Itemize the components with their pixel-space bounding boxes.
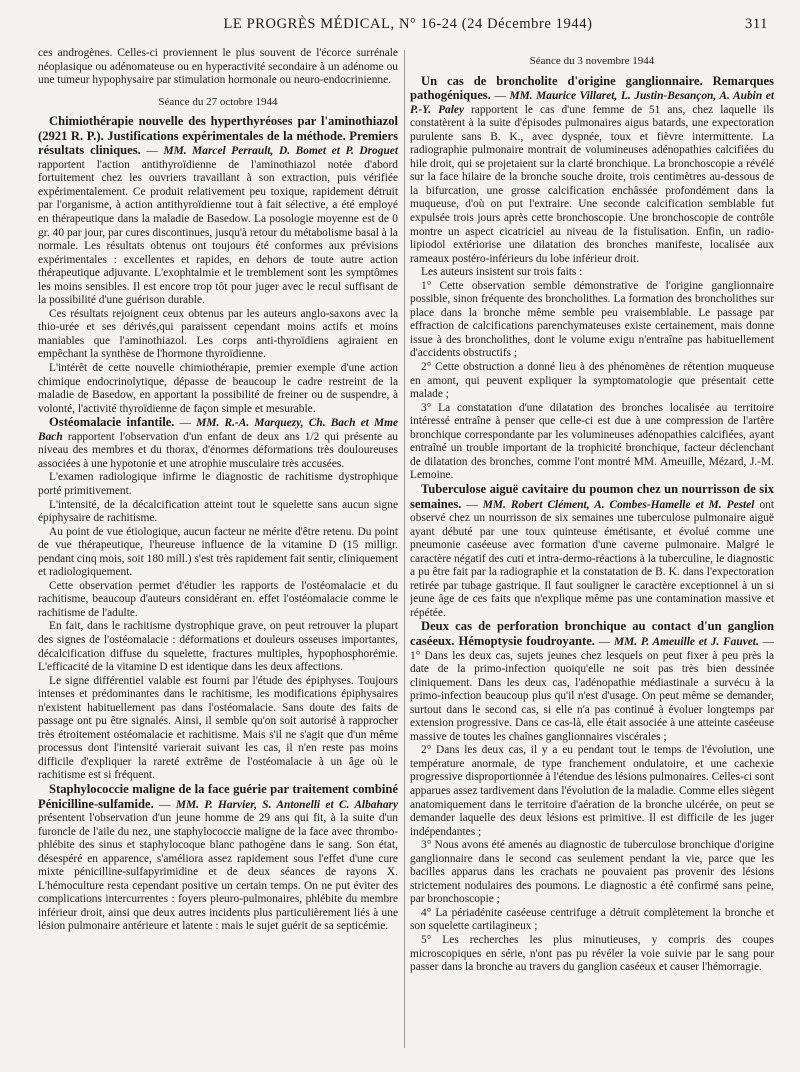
paragraph: 3° La constatation d'une dilatation des bronches localisée au territoire intéressé entraîne à penser que celle-ci est due à une compression de l'artère bronchique correspondante par les volumineuses adénopathies calcifiées, ayant entraîné un trouble important de la trophicité bronchique, facteur déclenchant de dilatation des bronches, comme l'ont montré MM. Ameuille, Mézard, J.-M. Lemoine. <box>410 401 774 482</box>
paragraph: 4° La périadénite caséeuse centrifuge a détruit complètement la bronche et son squelette cartilagineux ; <box>410 906 774 933</box>
article-body: rapportent l'observation d'un enfant de deux ans 1/2 qui présente au niveau des membres et du thorax, d'énormes déformations très douloureuses associées à une hypotonie et une atrophie musculaire très accusées. <box>38 430 398 470</box>
article-title: Deux cas de perforation bronchique au contact d'un ganglion caséeux. Hémoptysie foudroyante. <box>410 619 774 648</box>
article-body: rapportent l'action antithyroïdienne de l'aminothiazol notée d'abord fortuitement chez les ouvriers travaillant à son extraction, puis vérifiée expérimentalement. Ce produit relativement peu toxique, rapidement détruit par l'organisme, à action antithyroïdienne tout à fait sélective, a été employé en thérapeutique dans la maladie de Basedow. La posologie moyenne est de 0 gr. 40 par jour, par cures discontinues, jusqu'à retour du métabolisme basal à la normale. Les résultats obtenus ont toujours été conformes aux prévisions expérimentales : excellentes et rapides, en dehors de toute autre action thérapeutique adjuvante. L'exophtalmie et le tremblement sont les symptômes les moins sensibles. Il est encore trop tôt pour juger avec le recul suffisant de la possibilité d'une guérison durable. <box>38 158 398 307</box>
article-body: présentent l'observation d'un jeune homme de 29 ans qui fit, à la suite d'un furoncle de l'aile du nez, une staphylococcie maligne de la face avec thrombo-phlébite des sinus et staphylocoque blanc pathogène dans le sang. Son état, désespéré en apparence, s'améliora assez rapidement sous l'effet d'une cure mixte pénicilline-sulfapyrimidine et de deux séances de rayons X. L'hémoculture resta cependant positive un certain temps. On ne put éviter des complications intercurrentes : foyers pleuro-pulmonaires, phlébite du membre inférieur droit, ainsi que deux autres incidents plus particulièrement liés à une lésion pulmonaire antérieure et latente : mais le sujet guérit de sa septicémie. <box>38 812 398 933</box>
paragraph: Le signe différentiel valable est fourni par l'étude des épiphyses. Toujours intenses et prédominantes dans le rachitisme, les modifications épiphysaires n'existent habituellement pas dans l'ostéomalacie. Sans doute des faits de passage ont pu être signalés. Ainsi, il semble qu'on soit autorisé à rapprocher très étroitement ostéomalacie et rachitisme. Mais s'il ne s'agit que d'un même processus dont l'intensité varierait suivant les cas, il n'en reste pas moins difficile d'expliquer la rareté extrême de l'ostéomalacie à un âge où le rachitisme est si fréquent. <box>38 674 398 782</box>
article-authors: MM. Marcel Perrault, D. Bomet et P. Droguet <box>163 145 398 158</box>
article-perforation-bronchique: Deux cas de perforation bronchique au contact d'un ganglion caséeux. Hémoptysie foudroyante. — MM. P. Ameuille et J. Fauvet. — 1° Dans les deux cas, sujets jeunes chez lesquels on peut fixer à peu près la date de la primo-infection quoiqu'elle ne soit pas très bien dessinée cliniquement. Dans les deux cas, l'adénopathie médiastinale a survécu à la primo-infection beaucoup plus qu'il n'est d'usage. On peut même se demander, surtout dans le second cas, si elle n'a pas continué à évoluer longtemps par extension progressive. Dans ce cas-là, elle était associée à une atteinte caséeuse massive de toutes les chaînes ganglionnaires viscérales ; <box>410 619 774 743</box>
article-title: Chimiothérapie nouvelle des hyperthyréoses par l'aminothiazol (2921 R. P.). Justifications expérimentales de la méthode. Premiers résultats cliniques. <box>38 114 398 158</box>
left-column <box>38 47 398 1056</box>
article-title: Un cas de broncholite d'origine ganglionnaire. Remarques pathogéniques. <box>410 73 774 103</box>
right-column <box>410 47 774 1056</box>
paragraph: Cette observation permet d'étudier les rapports de l'ostéomalacie et du rachitisme, beaucoup d'auteurs considérant en. effet l'ostéomalacie comme le rachitisme de l'adulte. <box>38 579 398 619</box>
paragraph: Ces résultats rejoignent ceux obtenus par les auteurs anglo-saxons avec la thio-urée et ses dérivés,qui paraissent cependant moins actifs et moins maniables que l'aminothiazol. Les corps anti-thyroïdiens agiraient en empêchant la synthèse de l'hormone thyroïdienne. <box>38 307 398 361</box>
article-tuberculose: Tuberculose aiguë cavitaire du poumon chez un nourrisson de six semaines. — MM. Robert Clément, A. Combes-Hamelle et M. Pestel ont observé chez un nourrisson de six semaines une tuberculose pulmonaire aiguë ayant débuté par une toux quinteuse émétisante, et évolué comme une pneumonie caséeuse avec formation d'une caverne pulmonaire. Malgré le caractère négatif des cuti et intra-dermo-réactions à la tuberculine, le diagnostic a pu être fait par la radiographie et la constatation de B. K. dans l'expectoration retirée par tubage gastrique. Il faut souligner le caractère exceptionnel à un si jeune âge de ces faits que n'explique même pas une contamination massive et répétée. <box>410 481 774 619</box>
paragraph: 2° Dans les deux cas, il y a eu pendant tout le temps de l'évolution, une température anormale, de type franchement ondulatoire, et une cachexie progressive disproportionnée à l'étendue des lésions pulmonaires. Celles-ci sont apparues assez tardivement dans l'évolution de la maladie. Comme elles siègent anatomiquement dans le territoire d'aération de la bronche ulcérée, on peut se demander laquelle des deux lésions est primitive. Il est difficile de les juger indépendantes ; <box>410 744 774 838</box>
article-authors: MM. P. Harvier, S. Antonelli et C. Albahary <box>175 798 398 811</box>
article-authors: MM. P. Ameuille et J. Fauvet. <box>613 635 759 648</box>
paragraph: Au point de vue étiologique, aucun facteur ne mérite d'être retenu. Du point de vue thérapeutique, l'heureuse influence de la vitamine D (15 milligr. pendant cinq mois, soit 180 mill.) s'est très rapidement fait sentir, cliniquement et radiologiquement. <box>38 525 398 579</box>
article-staphylococcie: Staphylococcie maligne de la face guérie par traitement combiné Pénicilline-sulfamide. — MM. P. Harvier, S. Antonelli et C. Albahary présentent l'observation d'un jeune homme de 29 ans qui fit, à la suite d'un furoncle de l'aile du nez, une staphylococcie maligne de la face avec thrombo-phlébite des sinus et staphylocoque blanc pathogène dans le sang. Son état, désespéré en apparence, s'améliora assez rapidement sous l'effet d'une cure mixte pénicilline-sulfapyrimidine et de deux séances de rayons X. L'hémoculture resta cependant positive un certain temps. On ne put éviter des complications intercurrentes : foyers pleuro-pulmonaires, phlébite du membre inférieur droit, ainsi que deux autres incidents plus particulièrement liés à une lésion pulmonaire antérieure et latente : mais le sujet guérit de sa septicémie. <box>38 781 398 933</box>
running-header <box>44 16 772 36</box>
session-date: Séance du 27 octobre 1944 <box>158 95 278 108</box>
page-number: 311 <box>744 16 768 32</box>
article-authors: MM. R.-A. Marquezy, Ch. Bach et Mme Bach <box>38 417 398 443</box>
article-osteomalacie: Ostéomalacie infantile. — MM. R.-A. Marquezy, Ch. Bach et Mme Bach rapportent l'observation d'un enfant de deux ans 1/2 qui présente au niveau des membres et du thorax, d'énormes déformations très douloureuses associées à une hypotonie et une atrophie musculaire très accusées. <box>38 415 398 470</box>
article-title: Ostéomalacie infantile. <box>49 415 175 430</box>
paragraph: 1° Cette observation semble démonstrative de l'origine ganglionnaire possible, sinon fréquente des broncholithes. La formation des broncholithes sur place dans la bronche même semble peu vraisemblable. Le passage par effraction de calcifications parenchymateuses existe certainement, mais donne issue à des broncholithes, dont le volume exigu n'entraîne pas habituellement d'accidents obstructifs ; <box>410 279 774 360</box>
article-authors: MM. Maurice Villaret, L. Justin-Besançon, A. Aubin et P.-Y. Paley <box>410 90 774 116</box>
article-body: ont observé chez un nourrisson de six semaines une tuberculose pulmonaire aiguë ayant débuté par une toux quinteuse émétisante, et évolué comme une pneumonie caséeuse avec formation d'une caverne pulmonaire. Malgré le caractère négatif des cuti et intra-dermo-réactions à la tuberculine, le diagnostic a pu être fait par la radiographie et la constatation de B. K. dans l'expectoration retirée par tubage gastrique. Il faut souligner le caractère exceptionnel à un si jeune âge de ces faits que n'explique même pas une contamination massive et répétée. <box>410 498 774 619</box>
column-divider <box>404 50 405 1048</box>
article-broncholite: Un cas de broncholite d'origine ganglionnaire. Remarques pathogéniques. — MM. Maurice Villaret, L. Justin-Besançon, A. Aubin et P.-Y. Paley rapportent le cas d'une femme de 51 ans, chez laquelle ils constatèrent à la suite d'épisodes pulmonaires aigus batards, une expectoration purulente sans B. K., avec dyspnée, toux et fièvre intermittente. La radiographie pulmonaire montrait de volumineuses adénopathies calcifiées du hile droit, qui se projetaient sur la clarté bronchique. La bronchoscopie a révélé sur la face hilaire de la bronche souche droite, trois centimètres au-dessous de la bifurcation, une grosse calcification enchâssée profondément dans la muqueuse, d'où on put l'extraire. Une seconde calcification semblable fut expulsée trois jours après cette bronchoscopie. Une bronchoscopie de contrôle montre un aspect cicatriciel au niveau de la fistulisation. Enfin, un radio-lipiodol extériorise une dilatation des bronches manifeste, localisée aux rameaux postéro-inférieurs du lobe inférieur droit. <box>410 73 774 265</box>
paragraph: ces androgènes. Celles-ci proviennent le plus souvent de l'écorce surrénale néoplasique ou adénomateuse ou en hyperactivité secondaire à un adénome ou une tumeur hypophysaire par stimulation hormonale ou neuro-endocrinienne. <box>38 47 398 87</box>
paragraph: L'intérêt de cette nouvelle chimiothérapie, premier exemple d'une action chimique endocrinolytique, dépasse de beaucoup le cadre restreint de la maladie de Basedow, en apportant la possibilité de freiner ou de suspendre, à volonté, l'activité thyroïdienne de façon simple et mesurable. <box>38 362 398 415</box>
journal-title: LE PROGRÈS MÉDICAL, N° 16-24 (24 Décembre 1944) <box>223 16 593 32</box>
paragraph: 3° Nous avons été amenés au diagnostic de tuberculose bronchique d'origine ganglionnaire dans le second cas seulement pendant la vie, parce que les bacilles apparus dans les crachats ne pouvaient pas provenir des lésions strictement nodulaires des poumons. Le diagnostic a été confirmé sans peine, par bronchoscopie ; <box>410 839 774 906</box>
article-title: Staphylococcie maligne de la face guérie par traitement combiné Pénicilline-sulfamide. <box>38 781 398 811</box>
paragraph: Les auteurs insistent sur trois faits : <box>421 266 583 279</box>
article-body: — 1° Dans les deux cas, sujets jeunes chez lesquels on peut fixer à peu près la date de la primo-infection quoiqu'elle ne soit pas très bien dessinée cliniquement. Dans les deux cas, l'adénopathie médiastinale a survécu à la primo-infection beaucoup plus qu'il n'est d'usage. On peut même se demander, surtout dans le second cas, si elle n'a pas continué à évoluer longtemps par extension progressive. Dans ce cas-là, elle était associée à une atteinte caséeuse massive de toutes les chaînes ganglionnaires viscérales ; <box>410 635 774 743</box>
session-date: Séance du 3 novembre 1944 <box>529 55 655 67</box>
paragraph: 2° Cette obstruction a donné lieu à des phénomènes de rétention muqueuse en amont, qui peuvent expliquer la symptomatologie que présentait cette malade ; <box>410 361 774 401</box>
paragraph: En fait, dans le rachitisme dystrophique grave, on peut retrouver la plupart des signes de l'ostéomalacie : déformations et douleurs osseuses importantes, décalcification diffuse du squelette, fractures multiples, hypophosphorémie. L'efficacité de la vitamine D est identique dans les deux affections. <box>38 620 398 674</box>
article-authors: MM. Robert Clément, A. Combes-Hamelle et M. Pestel <box>482 498 755 511</box>
paragraph: 5° Les recherches les plus minutieuses, y compris des coupes microscopiques en série, n'ont pas pu révéler la voie suivie par le sang pour passer dans la bronche au travers du ganglion caséeux et causer l'hémorragie. <box>410 934 774 974</box>
article-title: Tuberculose aiguë cavitaire du poumon chez un nourrisson de six semaines. <box>410 481 774 511</box>
article-body: rapportent le cas d'une femme de 51 ans, chez laquelle ils constatèrent à la suite d'épisodes pulmonaires aigus batards, une expectoration purulente sans B. K., avec dyspnée, toux et fièvre intermittente. La radiographie pulmonaire montrait de volumineuses adénopathies calcifiées du hile droit, qui se projetaient sur la clarté bronchique. La bronchoscopie a révélé sur la face hilaire de la bronche souche droite, trois centimètres au-dessous de la bifurcation, une grosse calcification enchâssée profondément dans la muqueuse, d'où on put l'extraire. Une seconde calcification semblable fut expulsée trois jours après cette bronchoscopie. Une bronchoscopie de contrôle montre un aspect cicatriciel au niveau de la fistulisation. Enfin, un radio-lipiodol extériorise une dilatation des bronches manifeste, localisée aux rameaux postéro-inférieurs du lobe inférieur droit. <box>410 103 774 265</box>
article-aminothiazol: Chimiothérapie nouvelle des hyperthyréoses par l'aminothiazol (2921 R. P.). Justifications expérimentales de la méthode. Premiers résultats cliniques. — MM. Marcel Perrault, D. Bomet et P. Droguet rapportent l'action antithyroïdienne de l'aminothiazol notée d'abord fortuitement chez les ouvriers travaillant à son extraction, puis vérifiée expérimentalement. Ce produit relativement peu toxique, rapidement détruit par l'organisme, à action antithyroïdienne tout à fait sélective, a été employé en thérapeutique dans la maladie de Basedow. La posologie moyenne est de 0 gr. 40 par jour, par cures discontinues, jusqu'à retour du métabolisme basal à la normale. Les résultats obtenus ont toujours été conformes aux prévisions expérimentales : excellentes et rapides, en dehors de toute autre action thérapeutique adjuvante. L'exophtalmie et le tremblement sont les symptômes les moins sensibles. Il est encore trop tôt pour juger avec le recul suffisant de la possibilité d'une guérison durable. <box>38 114 398 307</box>
paragraph: L'intensité, de la décalcification atteint tout le squelette sans aucun signe épiphysaire de rachitisme. <box>38 498 398 525</box>
paragraph: L'examen radiologique infirme le diagnostic de rachitisme dystrophique porté primitivement. <box>38 471 398 497</box>
